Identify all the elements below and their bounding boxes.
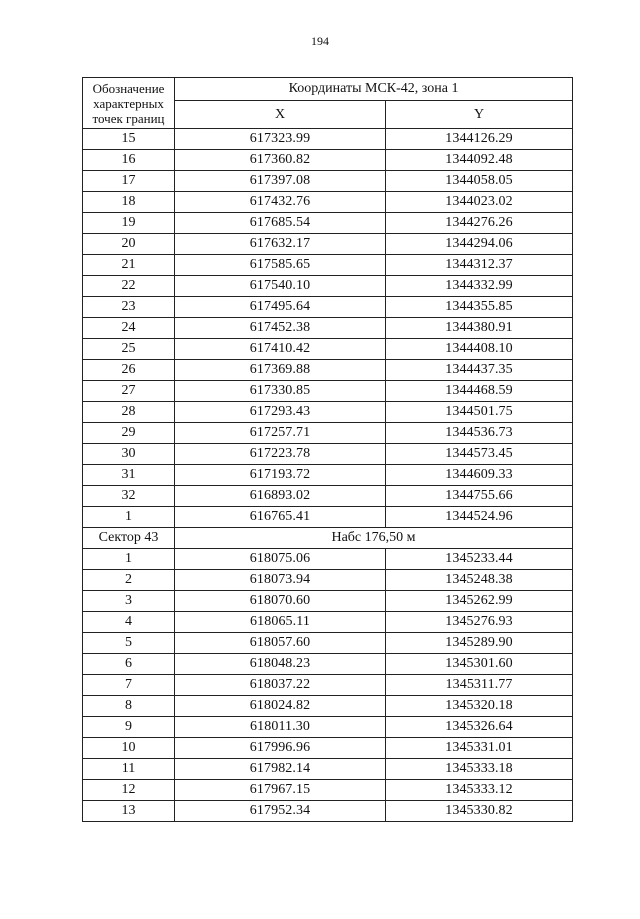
- table-row: [83, 465, 573, 486]
- x-coordinate-cell: 617369.88: [175, 360, 386, 381]
- point-id-cell: 19: [83, 213, 175, 234]
- table-row: [83, 612, 573, 633]
- point-designation-header: Обозначение характерных точек границ: [83, 78, 175, 129]
- table-row: [83, 129, 573, 150]
- y-coordinate-cell: 1344126.29: [386, 129, 573, 150]
- point-id-cell: 25: [83, 339, 175, 360]
- x-coordinate-cell: 618075.06: [175, 549, 386, 570]
- y-coordinate-cell: 1344609.33: [386, 465, 573, 486]
- x-coordinate-cell: 617495.64: [175, 297, 386, 318]
- x-coordinate-cell: 618037.22: [175, 675, 386, 696]
- y-coordinate-cell: 1345330.82: [386, 801, 573, 822]
- table-row: [83, 234, 573, 255]
- y-coordinate-cell: 1345233.44: [386, 549, 573, 570]
- x-coordinate-cell: 617632.17: [175, 234, 386, 255]
- table-row: [83, 150, 573, 171]
- y-coordinate-cell: 1344058.05: [386, 171, 573, 192]
- point-id-cell: 30: [83, 444, 175, 465]
- point-id-cell: 24: [83, 318, 175, 339]
- table-row: [83, 675, 573, 696]
- point-id-cell: 26: [83, 360, 175, 381]
- point-id-cell: 4: [83, 612, 175, 633]
- point-id-cell: 17: [83, 171, 175, 192]
- table-row: [83, 759, 573, 780]
- point-id-cell: 32: [83, 486, 175, 507]
- y-coordinate-cell: 1344573.45: [386, 444, 573, 465]
- table-row: [83, 801, 573, 822]
- point-id-cell: 20: [83, 234, 175, 255]
- table-row: [83, 255, 573, 276]
- y-coordinate-cell: 1345320.18: [386, 696, 573, 717]
- table-row: [83, 171, 573, 192]
- y-coordinate-cell: 1344536.73: [386, 423, 573, 444]
- x-coordinate-cell: 617360.82: [175, 150, 386, 171]
- point-id-cell: 1: [83, 549, 175, 570]
- sector-row: [83, 528, 573, 549]
- point-id-cell: 6: [83, 654, 175, 675]
- x-coordinate-cell: 617432.76: [175, 192, 386, 213]
- y-coordinate-cell: 1344408.10: [386, 339, 573, 360]
- table-row: [83, 318, 573, 339]
- point-id-cell: 15: [83, 129, 175, 150]
- x-coordinate-cell: 618024.82: [175, 696, 386, 717]
- y-coordinate-cell: 1344276.26: [386, 213, 573, 234]
- x-coordinate-cell: 618057.60: [175, 633, 386, 654]
- table-row: [83, 339, 573, 360]
- coordinate-system-header: Координаты МСК-42, зона 1: [175, 78, 573, 101]
- sector-section: [83, 528, 573, 549]
- table-header-row: [83, 78, 573, 101]
- y-coordinate-cell: 1345248.38: [386, 570, 573, 591]
- y-coordinate-cell: 1345289.90: [386, 633, 573, 654]
- table-row: [83, 423, 573, 444]
- x-coordinate-cell: 617982.14: [175, 759, 386, 780]
- x-coordinate-cell: 616765.41: [175, 507, 386, 528]
- y-coordinate-cell: 1344468.59: [386, 381, 573, 402]
- point-id-cell: 3: [83, 591, 175, 612]
- x-coordinate-cell: 617257.71: [175, 423, 386, 444]
- point-id-cell: 16: [83, 150, 175, 171]
- table-row: [83, 276, 573, 297]
- y-coordinate-cell: 1344524.96: [386, 507, 573, 528]
- x-coordinate-cell: 618073.94: [175, 570, 386, 591]
- table-row: [83, 633, 573, 654]
- table-row: [83, 696, 573, 717]
- point-id-cell: 22: [83, 276, 175, 297]
- y-coordinate-cell: 1345333.18: [386, 759, 573, 780]
- page-number: 194: [311, 34, 329, 48]
- table-row: [83, 486, 573, 507]
- point-id-cell: 28: [83, 402, 175, 423]
- x-coordinate-cell: 617585.65: [175, 255, 386, 276]
- y-coordinate-cell: 1344380.91: [386, 318, 573, 339]
- x-column-header: X: [175, 101, 386, 129]
- x-coordinate-cell: 617293.43: [175, 402, 386, 423]
- y-coordinate-cell: 1344312.37: [386, 255, 573, 276]
- table-body-sector: [83, 549, 573, 822]
- sector-label: Сектор 43: [83, 528, 175, 549]
- x-coordinate-cell: 618070.60: [175, 591, 386, 612]
- y-coordinate-cell: 1344501.75: [386, 402, 573, 423]
- y-coordinate-cell: 1345262.99: [386, 591, 573, 612]
- table-row: [83, 717, 573, 738]
- point-id-cell: 31: [83, 465, 175, 486]
- table-row: [83, 381, 573, 402]
- x-coordinate-cell: 617452.38: [175, 318, 386, 339]
- point-id-cell: 5: [83, 633, 175, 654]
- x-coordinate-cell: 618065.11: [175, 612, 386, 633]
- y-coordinate-cell: 1344755.66: [386, 486, 573, 507]
- table-row: [83, 213, 573, 234]
- x-coordinate-cell: 617410.42: [175, 339, 386, 360]
- y-coordinate-cell: 1345333.12: [386, 780, 573, 801]
- table-row: [83, 738, 573, 759]
- x-coordinate-cell: 617952.34: [175, 801, 386, 822]
- y-coordinate-cell: 1344294.06: [386, 234, 573, 255]
- point-id-cell: 10: [83, 738, 175, 759]
- point-id-cell: 18: [83, 192, 175, 213]
- sector-height: Набс 176,50 м: [175, 528, 573, 549]
- point-id-cell: 23: [83, 297, 175, 318]
- table-row: [83, 549, 573, 570]
- x-coordinate-cell: 618011.30: [175, 717, 386, 738]
- x-coordinate-cell: 617323.99: [175, 129, 386, 150]
- table-row: [83, 402, 573, 423]
- x-coordinate-cell: 617967.15: [175, 780, 386, 801]
- point-id-cell: 13: [83, 801, 175, 822]
- x-coordinate-cell: 617685.54: [175, 213, 386, 234]
- point-id-cell: 11: [83, 759, 175, 780]
- point-id-cell: 7: [83, 675, 175, 696]
- y-coordinate-cell: 1344437.35: [386, 360, 573, 381]
- x-coordinate-cell: 617397.08: [175, 171, 386, 192]
- x-coordinate-cell: 617193.72: [175, 465, 386, 486]
- table-row: [83, 297, 573, 318]
- point-id-cell: 12: [83, 780, 175, 801]
- table-row: [83, 444, 573, 465]
- table-body-main: [83, 129, 573, 528]
- x-coordinate-cell: 617996.96: [175, 738, 386, 759]
- table-row: [83, 570, 573, 591]
- x-coordinate-cell: 617540.10: [175, 276, 386, 297]
- point-id-cell: 2: [83, 570, 175, 591]
- x-coordinate-cell: 616893.02: [175, 486, 386, 507]
- y-coordinate-cell: 1345301.60: [386, 654, 573, 675]
- point-id-cell: 1: [83, 507, 175, 528]
- y-coordinate-cell: 1344092.48: [386, 150, 573, 171]
- y-coordinate-cell: 1345276.93: [386, 612, 573, 633]
- point-id-cell: 29: [83, 423, 175, 444]
- table-row: [83, 507, 573, 528]
- x-coordinate-cell: 618048.23: [175, 654, 386, 675]
- y-coordinate-cell: 1345331.01: [386, 738, 573, 759]
- point-id-cell: 9: [83, 717, 175, 738]
- point-id-cell: 8: [83, 696, 175, 717]
- y-coordinate-cell: 1344023.02: [386, 192, 573, 213]
- y-coordinate-cell: 1344355.85: [386, 297, 573, 318]
- table-row: [83, 192, 573, 213]
- table-row: [83, 654, 573, 675]
- point-id-cell: 21: [83, 255, 175, 276]
- y-column-header: Y: [386, 101, 573, 129]
- y-coordinate-cell: 1344332.99: [386, 276, 573, 297]
- table-row: [83, 780, 573, 801]
- y-coordinate-cell: 1345311.77: [386, 675, 573, 696]
- table-row: [83, 360, 573, 381]
- x-coordinate-cell: 617330.85: [175, 381, 386, 402]
- x-coordinate-cell: 617223.78: [175, 444, 386, 465]
- table-row: [83, 591, 573, 612]
- y-coordinate-cell: 1345326.64: [386, 717, 573, 738]
- coordinates-table: [82, 77, 573, 822]
- point-id-cell: 27: [83, 381, 175, 402]
